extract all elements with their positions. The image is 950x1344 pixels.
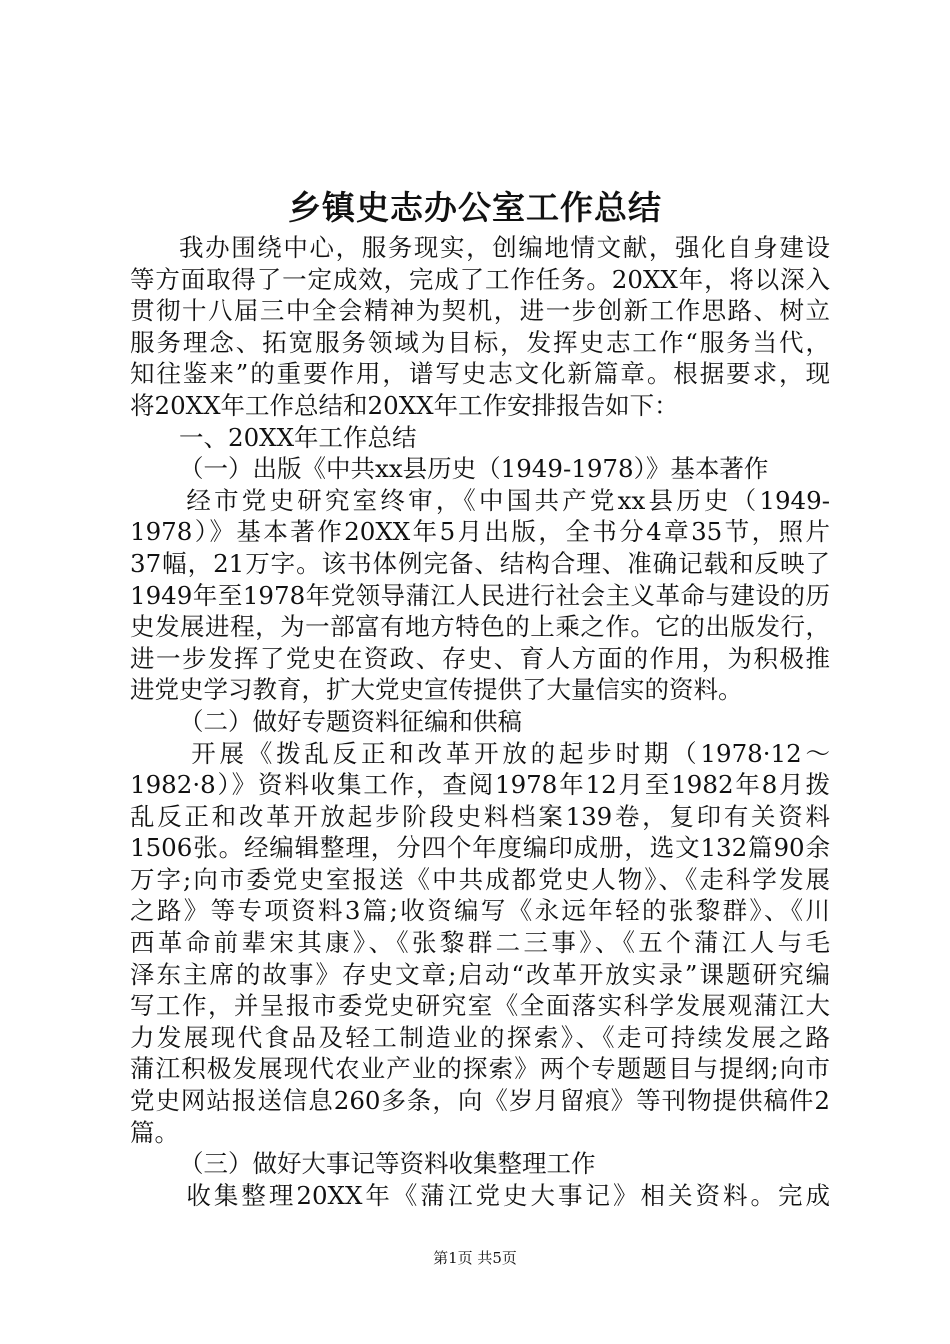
text-line: 知往鉴来”的重要作用，谱写史志文化新篇章。根据要求，现 xyxy=(130,359,830,389)
text-line: 泽东主席的故事》存史文章;启动“改革开放实录”课题研究编 xyxy=(130,959,830,989)
text-line: 1982·8）》资料收集工作，查阅1978年12月至1982年8月拨 xyxy=(130,770,830,800)
text-line: 等方面取得了一定成效，完成了工作任务。20XX年，将以深入 xyxy=(130,264,830,294)
document-title: 乡镇史志办公室工作总结 xyxy=(288,188,662,227)
text-line: 进党史学习教育，扩大党史宣传提供了大量信实的资料。 xyxy=(130,675,743,705)
text-line: 万字;向市委党史室报送《中共成都党史人物》、《走科学发展 xyxy=(130,864,830,894)
document-body xyxy=(130,232,830,1211)
text-line: 写工作，并呈报市委党史研究室《全面落实科学发展观蒲江大 xyxy=(130,991,830,1021)
text-line: 党史网站报送信息260多条，向《岁月留痕》等刊物提供稿件2 xyxy=(130,1086,830,1116)
text-line: 蒲江积极发展现代农业产业的探索》两个专题题目与提纲;向市 xyxy=(130,1054,830,1084)
text-line: 力发展现代食品及轻工制造业的探索》、《走可持续发展之路 xyxy=(130,1022,830,1052)
text-line: 贯彻十八届三中全会精神为契机，进一步创新工作思路、树立 xyxy=(130,296,830,326)
text-line: 将20XX年工作总结和20XX年工作安排报告如下： xyxy=(130,390,679,420)
text-line: 服务理念、拓宽服务领域为目标，发挥史志工作“服务当代， xyxy=(130,327,830,357)
text-line: 进一步发挥了党史在资政、存史、育人方面的作用，为积极推 xyxy=(130,643,830,673)
text-line: （一）出版《中共xx县历史（1949-1978）》基本著作 xyxy=(179,454,769,484)
text-line: 西革命前辈宋其康》、《张黎群二三事》、《五个蒲江人与毛 xyxy=(130,928,830,958)
text-line: 收集整理20XX年《蒲江党史大事记》相关资料。完成 xyxy=(186,1180,830,1210)
text-line: 史发展进程，为一部富有地方特色的上乘之作。它的出版发行， xyxy=(130,612,830,642)
text-line: 1978）》基本著作20XX年5月出版，全书分4章35节，照片 xyxy=(130,517,830,547)
text-line: 一、20XX年工作总结 xyxy=(179,422,417,452)
page-footer: 第1页 共5页 xyxy=(433,1249,517,1267)
text-line: 乱反正和改革开放起步阶段史料档案139卷，复印有关资料 xyxy=(130,801,830,831)
text-line: 37幅，21万字。该书体例完备、结构合理、准确记载和反映了 xyxy=(130,548,830,578)
text-line: 之路》等专项资料3篇;收资编写《永远年轻的张黎群》、《川 xyxy=(130,896,830,926)
text-line: 开展《拨乱反正和改革开放的起步时期（1978·12～ xyxy=(191,738,830,768)
text-line: （二）做好专题资料征编和供稿 xyxy=(179,706,522,736)
text-line: 经市党史研究室终审，《中国共产党xx县历史（1949- xyxy=(186,485,830,515)
text-line: （三）做好大事记等资料收集整理工作 xyxy=(179,1149,596,1179)
text-line: 篇。 xyxy=(130,1117,179,1147)
text-line: 1949年至1978年党领导蒲江人民进行社会主义革命与建设的历 xyxy=(130,580,830,610)
text-line: 1506张。经编辑整理，分四个年度编印成册，选文132篇90余 xyxy=(130,833,830,863)
text-line: 我办围绕中心，服务现实，创编地情文献，强化自身建设 xyxy=(179,233,830,262)
